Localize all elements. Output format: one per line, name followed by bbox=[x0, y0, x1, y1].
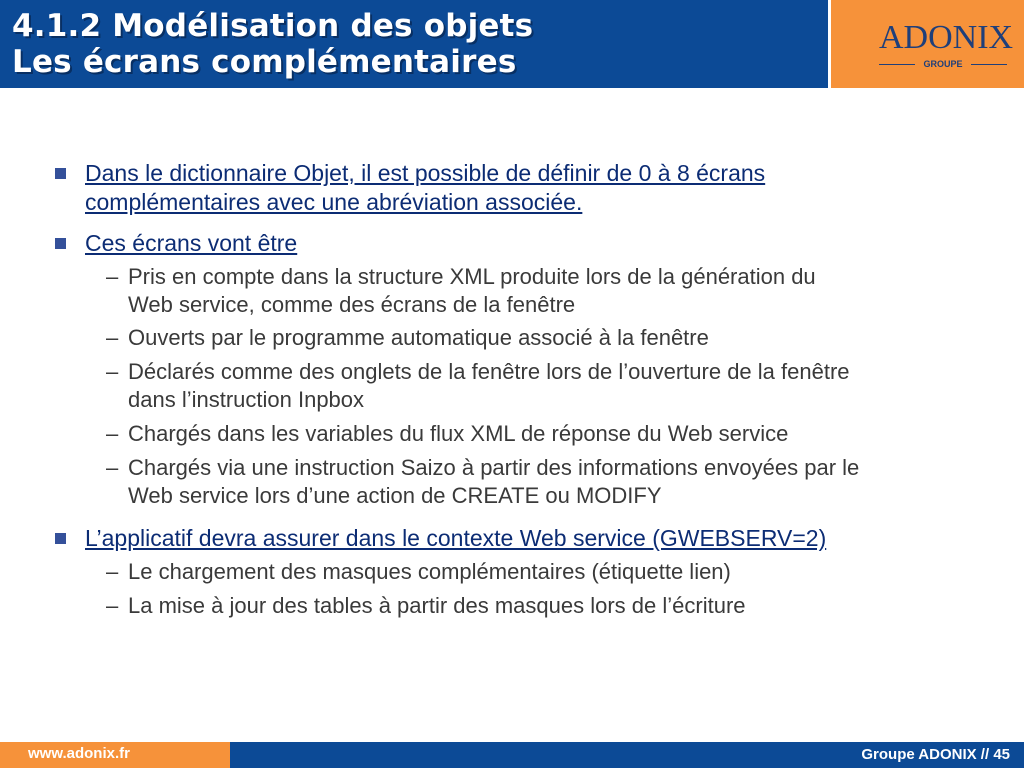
bullet-text-line: complémentaires avec une abréviation associée. bbox=[85, 189, 583, 215]
sub-item bbox=[106, 454, 986, 510]
logo-subtitle bbox=[879, 58, 1007, 70]
square-bullet-icon bbox=[55, 238, 66, 249]
sub-text-line: Chargés via une instruction Saizo à partir des informations envoyées par le bbox=[128, 455, 860, 480]
sub-item bbox=[106, 558, 986, 586]
slide-footer bbox=[0, 742, 1024, 768]
bullet-item bbox=[55, 524, 995, 553]
bullet-item bbox=[55, 159, 995, 217]
bullet-text-line: L’applicatif devra assurer dans le contexte Web service (GWEBSERV=2) bbox=[85, 525, 827, 551]
sub-text-line: Le chargement des masques complémentaires (étiquette lien) bbox=[128, 559, 731, 584]
dash-bullet-icon: – bbox=[106, 264, 119, 289]
sub-item bbox=[106, 420, 986, 448]
sub-text-line: Déclarés comme des onglets de la fenêtre lors de l’ouverture de la fenêtre bbox=[128, 359, 850, 384]
bullet-text-line: Dans le dictionnaire Objet, il est possible de définir de 0 à 8 écrans bbox=[85, 160, 766, 186]
adonix-logo bbox=[828, 0, 1024, 88]
logo-rule-right bbox=[971, 64, 1007, 65]
sub-text-line: La mise à jour des tables à partir des masques lors de l’écriture bbox=[128, 593, 746, 618]
slide-header bbox=[0, 0, 1024, 88]
bullet-item bbox=[55, 229, 995, 258]
sub-text-line: Ouverts par le programme automatique associé à la fenêtre bbox=[128, 325, 709, 350]
sub-text-line: Web service, comme des écrans de la fenêtre bbox=[128, 292, 576, 317]
slide-title bbox=[12, 8, 533, 80]
dash-bullet-icon: – bbox=[106, 593, 119, 618]
footer-url-panel bbox=[0, 742, 230, 768]
square-bullet-icon bbox=[55, 533, 66, 544]
sub-text-line: dans l’instruction Inpbox bbox=[128, 387, 365, 412]
sub-item bbox=[106, 592, 986, 620]
sub-item bbox=[106, 358, 986, 414]
footer-url: www.adonix.fr bbox=[28, 745, 130, 762]
sub-item bbox=[106, 324, 986, 352]
sub-text-line: Web service lors d’une action de CREATE ou MODIFY bbox=[128, 483, 662, 508]
title-line-1: 4.1.2 Modélisation des objets bbox=[12, 8, 534, 44]
logo-wordmark: ADONIX bbox=[879, 19, 1014, 56]
sub-text-line: Chargés dans les variables du flux XML de réponse du Web service bbox=[128, 421, 789, 446]
sub-text-line: Pris en compte dans la structure XML produite lors de la génération du bbox=[128, 264, 816, 289]
title-line-2: Les écrans complémentaires bbox=[12, 44, 517, 80]
dash-bullet-icon: – bbox=[106, 455, 119, 480]
square-bullet-icon bbox=[55, 168, 66, 179]
dash-bullet-icon: – bbox=[106, 325, 119, 350]
logo-groupe-label: GROUPE bbox=[923, 59, 963, 69]
bullet-text-line: Ces écrans vont être bbox=[85, 230, 298, 256]
dash-bullet-icon: – bbox=[106, 421, 119, 446]
dash-bullet-icon: – bbox=[106, 559, 119, 584]
footer-page-number: Groupe ADONIX // 45 bbox=[861, 746, 1010, 763]
dash-bullet-icon: – bbox=[106, 359, 119, 384]
sub-item bbox=[106, 263, 986, 319]
